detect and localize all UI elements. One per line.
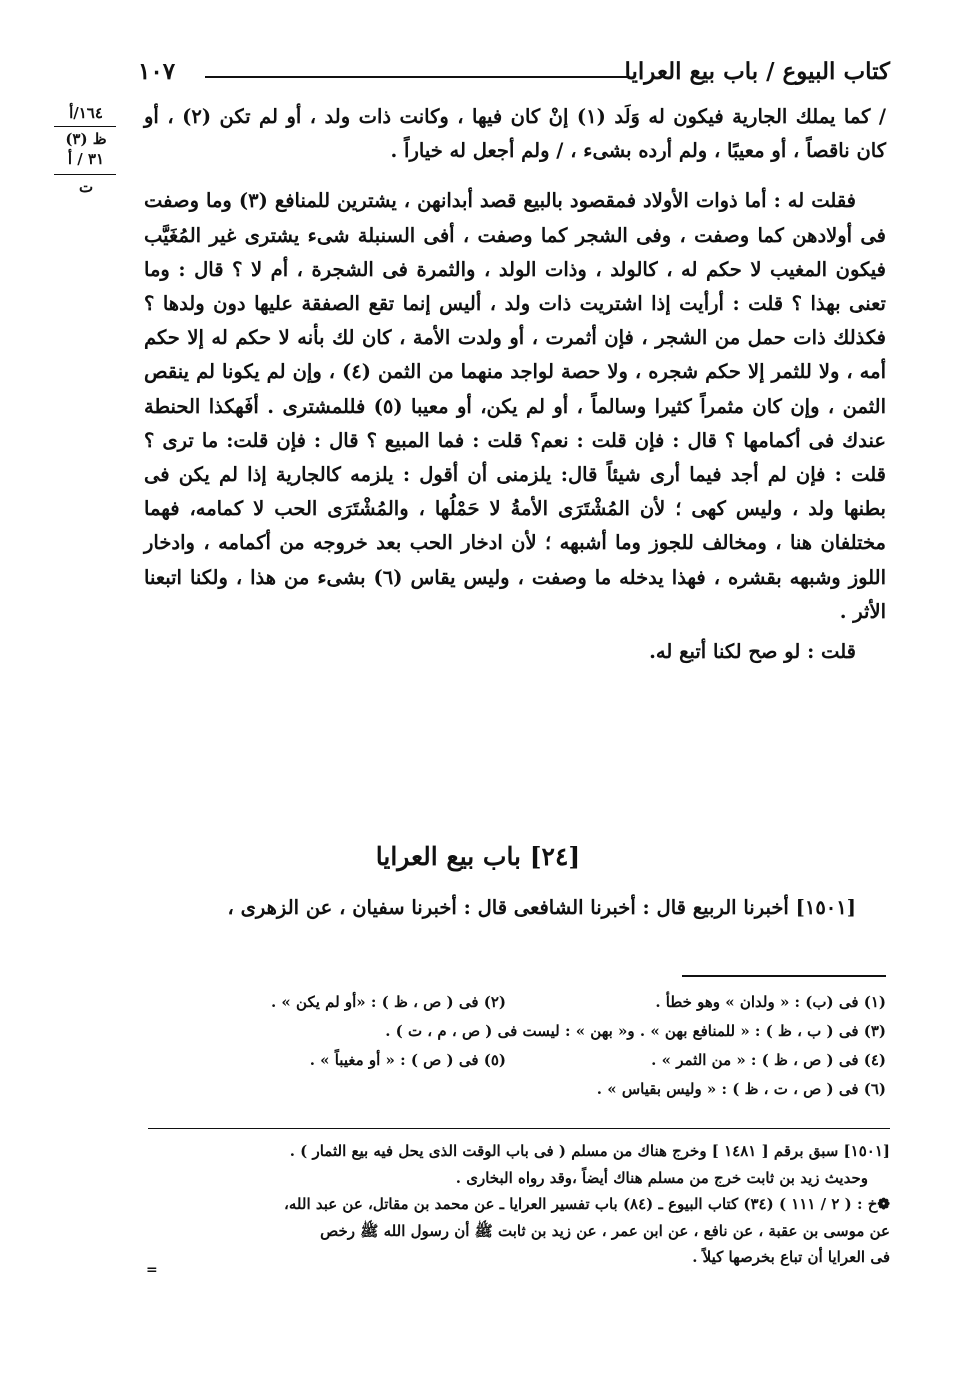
takhrij-rule <box>148 1128 890 1129</box>
margin-siglum-3: ٣١ / أ <box>67 150 105 168</box>
chapter-title: [٢٤] باب بيع العرايا <box>375 842 581 871</box>
takhrij-line-1: [١٥٠١] سبق برقم [ ١٤٨١ ] وخرج هناك من مسلم ( فى باب الوقت الذى يحل فيه بيع الثمار ) . <box>289 1142 890 1160</box>
margin-siglum-1: ١٦٤/أ <box>69 104 103 122</box>
running-header-title: كتاب البيوع / باب بيع العرايا <box>624 58 890 85</box>
takhrij-line-2: وحديث زيد بن ثابت خرج من مسلم هناك أيضاً ،وقد رواه البخارى . <box>455 1168 868 1187</box>
takhrij-line-3: ❁خ : ( ٢ / ١١١ ) (٣٤) كتاب البيوع ـ (٨٤) باب تفسير العرايا ـ عن محمد بن مقاتل، عن عبد الله، <box>284 1195 890 1213</box>
footnote-1: (١) فى (ب) : « ولدان » وهو خطأ . <box>655 993 886 1011</box>
takhrij-line-5: فى العرايا أن تباع بخرصها كيلاً . <box>692 1248 890 1266</box>
footnote-6: (٦) فى ( ص ، ت ، ظ ) : « وليس بقياس » . <box>596 1080 886 1098</box>
paragraph-3: قلت : لو صح لكنا أتبع له. <box>649 640 856 664</box>
footnote-5: (٥) فى ( ص ) : « أو مغيباً » . <box>309 1051 506 1069</box>
footnote-2: (٢) فى ( ص ، ظ ) : «أو لم يكن » . <box>270 993 506 1011</box>
takhrij-notes <box>148 1138 890 1271</box>
header-rule <box>205 76 630 78</box>
margin-siglum-2: ظ (٣) <box>65 130 107 148</box>
footnotes <box>146 990 886 1101</box>
margin-rule-1 <box>54 126 116 127</box>
footnote-rule <box>682 975 886 977</box>
page-number: ١٠٧ <box>138 58 176 85</box>
paragraph-2: فقلت له : أما ذوات الأولاد فمقصود بالبيع قصد أبدانهن ، يشترين للمنافع (٣) وما وصفت فى أولادهن كما وصفت ، وفى الشجر كما وصفت ، أفى السنبلة شىء يشترى غير المُغَيَّب فيكون المغيب لا حكم له ، كالولد ، وذات الولد ، والثمرة فى الشجرة ، أم لا ؟ قال : وما تعنى بهذا ؟ قلت : أرأيت إذا اشتريت ذات ولد ، أليس إنما تقع الصفقة عليها دون ولدها ؟ فكذلك ذات حمل من الشجر ، فإن أثمرت ، أو ولدت الأمة ، كان لك بأنه لا حكم له إلا حكم أمه ، ولا للثمر إلا حكم شجره ، ولا حصة لواجد منهما من الثمن (٤) ، وإن لم يكونا لم ينقص الثمن ، وإن كان مثمراً كثيرا وسالماً ، أو لم يكن، أو معيبا (٥) فللمشترى . أفَهكذا الحنطة عندك فى أكمامها ؟ قال : فإن قلت : نعم؟ قلت : فما المبيع ؟ قال : فإن قلت: ما ترى ؟ قلت : فإن لم أجد فيما أرى شيئاً قال: يلزمنى أن أقول : يلزمه كالجارية إذا لم يكن فى بطنها ولد ، وليس كهى ؛ لأن المُشْتَرَى الأمةُ لا حَمْلُها ، والمُشْتَرَى الحب لا كمامه، فهما مختلفان هنا ، ومخالف للجوز وما أشبهه ؛ لأن ادخار الحب بعد خروجه من أكمامه ، وادخار اللوز وشبهه بقشره ، فهذا يدخله ما وصفت ، وليس يقاس (٦) بشىء من هذا ، ولكنا اتبعنا الأثر . <box>144 189 886 623</box>
footnote-4: (٤) فى ( ص ، ظ ) : « من الثمر » . <box>651 1051 886 1069</box>
paragraph-1: / كما يملك الجارية فيكون له وَلَد (١) إنْ كان فيها ، وكانت ذات ولد ، أو لم تكن (٢) ، أو كان ناقصاً ، أو معيبًا ، ولم أرده بشىء ، / ولم أجعل له خياراً . <box>144 105 886 163</box>
continuation-mark: = <box>146 1262 158 1278</box>
takhrij-line-4: عن موسى بن عقبة ، عن نافع ، عن ابن عمر ، عن زيد بن ثابت ﷺ أن رسول الله ﷺ رخص <box>320 1221 890 1240</box>
margin-rule-2 <box>54 174 116 175</box>
margin-siglum-4: ت <box>78 178 94 196</box>
hadith-opening: [١٥٠١] أخبرنا الربيع قال : أخبرنا الشافعى قال : أخبرنا سفيان ، عن الزهرى ، <box>227 896 856 919</box>
footnote-3: (٣) فى ( ب ، ظ ) : « للمنافع بهن » . و« بهن » : ليست فى ( ص ، م ، ت ) . <box>385 1022 886 1040</box>
main-text <box>144 100 886 669</box>
paragraph-gap <box>144 168 886 184</box>
